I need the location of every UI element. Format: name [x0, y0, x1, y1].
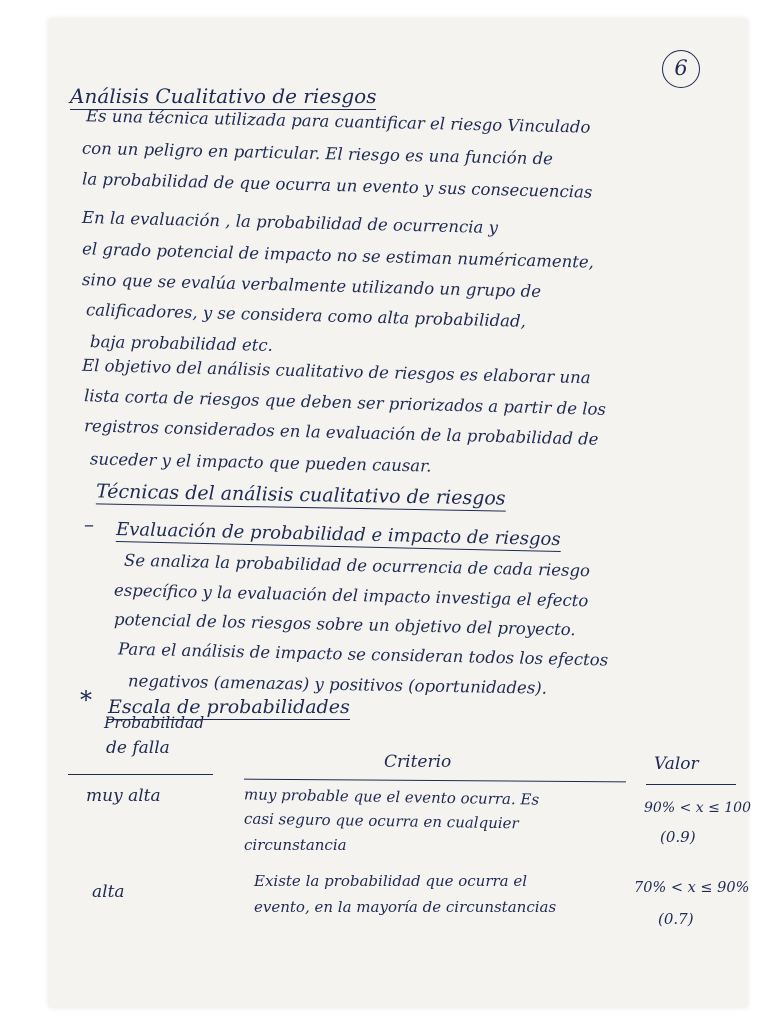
- probability-level: alta: [92, 882, 125, 902]
- intro-line: suceder y el impacto que pueden causar.: [89, 449, 432, 476]
- value-decimal: (0.9): [660, 828, 696, 846]
- col-header-probability-2: de falla: [106, 738, 170, 758]
- value-range: 70% < x ≤ 90%: [634, 880, 750, 896]
- criteria-line: Existe la probabilidad que ocurra el: [254, 872, 528, 890]
- table-header-rule: [646, 784, 736, 785]
- intro-line: la probabilidad de que ocurra un evento y sus consecuencias: [81, 169, 593, 202]
- sub-line: potencial de los riesgos sobre un objetivo del proyecto.: [113, 609, 576, 640]
- intro-line: En la evaluación , la probabilidad de ocurrencia y: [81, 207, 499, 238]
- notebook-page: [48, 18, 751, 1008]
- sub-line: específico y la evaluación del impacto investiga el efecto: [113, 580, 589, 611]
- intro-line: el grado potencial de impacto no se estiman numéricamente,: [81, 239, 595, 272]
- value-range: 90% < x ≤ 100: [644, 800, 751, 816]
- scale-heading: Escala de probabilidades: [108, 696, 350, 718]
- subheading: Evaluación de probabilidad e impacto de riesgos: [115, 518, 561, 551]
- bullet-dash: –: [84, 512, 94, 536]
- intro-line: lista corta de riesgos que deben ser priorizados a partir de los: [83, 386, 607, 419]
- intro-line: con un peligro en particular. El riesgo es una función de: [81, 138, 554, 169]
- page-title: Análisis Cualitativo de riesgos: [70, 84, 377, 108]
- star-mark: *: [80, 686, 92, 714]
- intro-line: Es una técnica utilizada para cuantificar el riesgo Vinculado: [85, 106, 591, 137]
- intro-line: registros considerados en la evaluación de la probabilidad de: [83, 416, 599, 449]
- sub-line: Para el análisis de impacto se consideran todos los efectos: [117, 639, 609, 670]
- col-header-probability: Probabilidad: [104, 714, 205, 732]
- page-number: 6: [662, 50, 700, 88]
- col-header-criteria: Criterio: [384, 752, 452, 772]
- intro-line: baja probabilidad etc.: [89, 332, 274, 355]
- intro-line: El objetivo del análisis cualitativo de riesgos es elaborar una: [81, 355, 591, 388]
- probability-level: muy alta: [86, 786, 161, 806]
- criteria-line: evento, en la mayoría de circunstancias: [254, 898, 557, 916]
- table-header-rule: [68, 774, 213, 775]
- value-decimal: (0.7): [658, 910, 694, 928]
- table-header-rule: [244, 779, 626, 783]
- techniques-heading: Técnicas del análisis cualitativo de riesgos: [95, 480, 506, 510]
- intro-line: calificadores, y se considera como alta probabilidad,: [85, 300, 527, 331]
- sub-line: negativos (amenazas) y positivos (oportunidades).: [127, 671, 548, 698]
- criteria-line: casi seguro que ocurra en cualquier: [243, 809, 519, 833]
- sub-line: Se analiza la probabilidad de ocurrencia de cada riesgo: [123, 550, 591, 581]
- criteria-line: muy probable que el evento ocurra. Es: [243, 785, 540, 809]
- intro-line: sino que se evalúa verbalmente utilizando un grupo de: [81, 269, 542, 302]
- col-header-value: Valor: [654, 754, 699, 774]
- criteria-line: circunstancia: [244, 836, 347, 854]
